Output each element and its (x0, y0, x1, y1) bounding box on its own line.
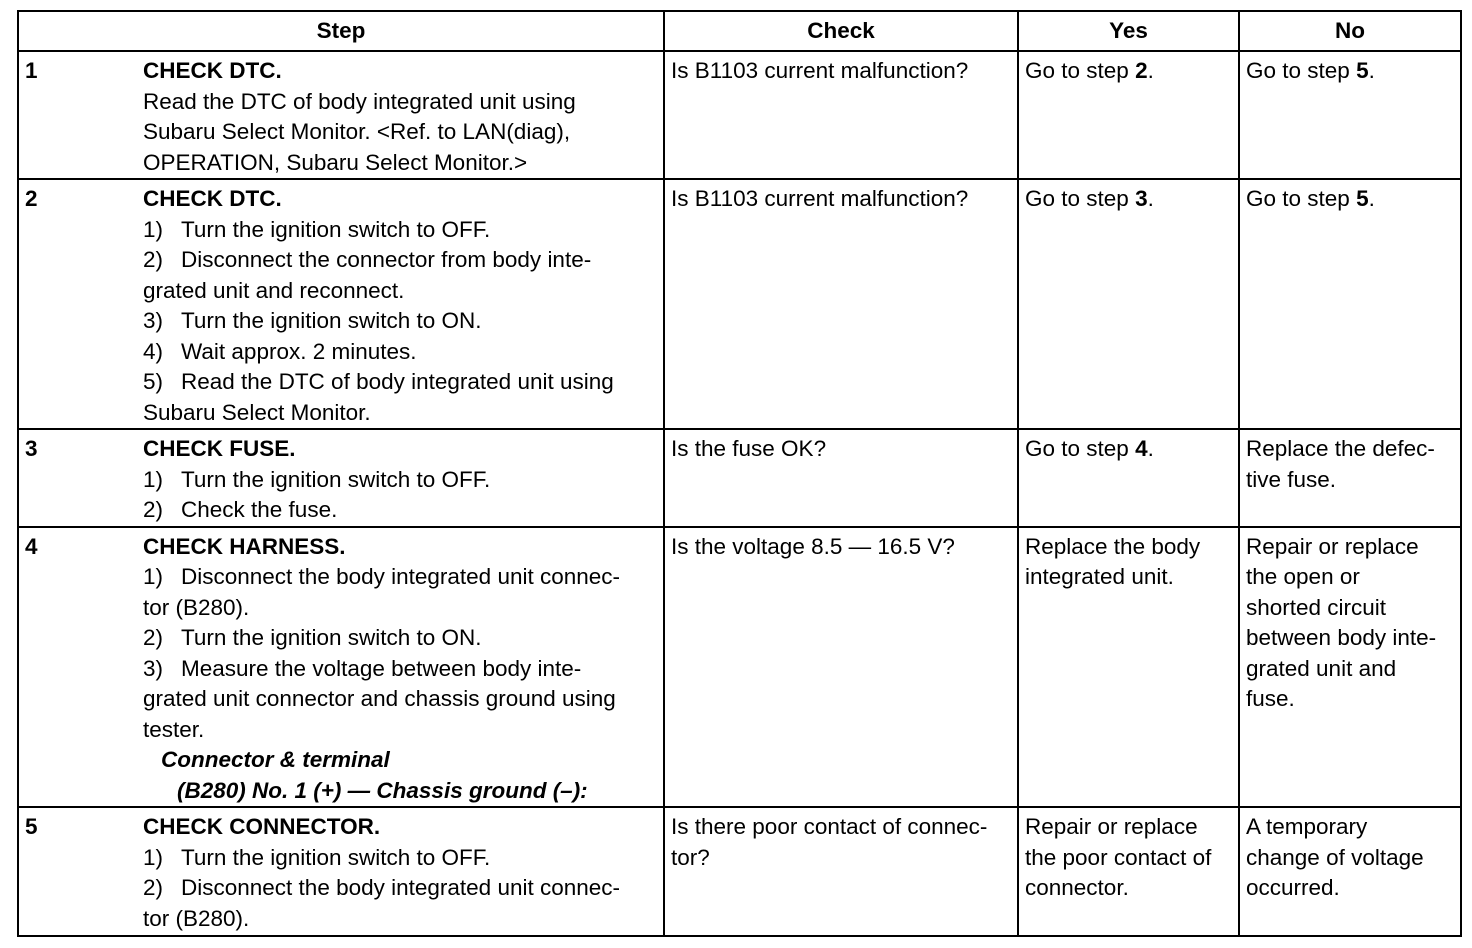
yes-step-ref: 4 (1135, 436, 1148, 461)
yes-suffix: . (1147, 436, 1154, 461)
sub-step-number: 4) (143, 338, 164, 364)
no-suffix: . (1368, 58, 1375, 83)
no-text-line: Replace the defec- (1246, 436, 1435, 461)
yes-cell (1018, 429, 1239, 527)
no-cell (1239, 51, 1461, 179)
no-cell (1239, 179, 1461, 429)
sub-step-number: 3) (143, 655, 164, 681)
yes-step-ref: 3 (1135, 186, 1148, 211)
yes-suffix: . (1147, 58, 1154, 83)
header-row (18, 11, 1461, 51)
sub-step (143, 465, 657, 496)
step-cell (18, 527, 664, 808)
sub-step-text: Turn the ignition switch to OFF. (181, 466, 491, 492)
step-cell (18, 429, 664, 527)
check-cell (664, 429, 1018, 527)
sub-step-text: Disconnect the connector from body inte- (181, 247, 592, 272)
sub-step (143, 843, 657, 874)
yes-text: Go to step (1025, 58, 1136, 83)
sub-step-number: 2) (143, 875, 164, 900)
yes-text: Go to step (1025, 186, 1136, 211)
sub-step-text: Read the DTC of body integrated unit using (181, 369, 614, 394)
step-title: CHECK HARNESS. (143, 533, 346, 559)
connector-label: Connector & terminal (161, 747, 390, 772)
sub-step (143, 337, 657, 368)
sub-step (143, 245, 657, 276)
sub-step-continuation: tor (B280). (143, 594, 250, 620)
no-text-line: grated unit and (1246, 655, 1397, 681)
sub-step-number: 2) (143, 497, 164, 522)
no-step-ref: 5 (1356, 58, 1369, 83)
step-title: CHECK DTC. (143, 186, 282, 211)
step-cell (18, 807, 664, 936)
sub-step-continuation: tester. (143, 716, 205, 742)
no-text: Go to step (1246, 186, 1357, 211)
table-row (18, 807, 1461, 936)
no-cell (1239, 807, 1461, 936)
table-row (18, 51, 1461, 179)
check-text: Is the fuse OK? (671, 436, 827, 461)
sub-step-continuation: tor (B280). (143, 905, 250, 931)
sub-step-number: 1) (143, 564, 164, 589)
check-cell (664, 51, 1018, 179)
sub-step-text: Measure the voltage between body inte- (181, 655, 582, 681)
step-title: CHECK FUSE. (143, 436, 296, 461)
yes-text-line: Repair or replace (1025, 814, 1198, 839)
no-text-line: occurred. (1246, 875, 1340, 900)
connector-value: (B280) No. 1 (+) — Chassis ground (–): (177, 777, 588, 803)
sub-step-text: Disconnect the body integrated unit connec- (181, 875, 621, 900)
no-text-line: fuse. (1246, 686, 1295, 711)
sub-step (143, 495, 657, 526)
sub-step (143, 562, 657, 593)
no-text: Go to step (1246, 58, 1357, 83)
sub-step (143, 623, 657, 654)
step-number: 3 (25, 436, 38, 461)
sub-step-text: Turn the ignition switch to OFF. (181, 844, 491, 870)
sub-step-continuation: grated unit and reconnect. (143, 277, 405, 303)
sub-step-number: 5) (143, 369, 164, 394)
check-text: Is B1103 current malfunction? (671, 186, 969, 211)
sub-step-number: 1) (143, 216, 164, 242)
sub-step-continuation: grated unit connector and chassis ground using (143, 686, 616, 711)
step-title: CHECK DTC. (143, 58, 282, 83)
header-check: Check (664, 11, 1018, 51)
no-text-line: tive fuse. (1246, 466, 1337, 492)
sub-step (143, 367, 657, 398)
table-row (18, 179, 1461, 429)
sub-step (143, 654, 657, 685)
yes-cell (1018, 179, 1239, 429)
step-title: CHECK CONNECTOR. (143, 814, 381, 839)
step-number: 4 (25, 533, 38, 559)
check-cell (664, 527, 1018, 808)
step-number: 5 (25, 814, 38, 839)
check-text-line: Is there poor contact of connec- (671, 814, 988, 839)
no-text-line: change of voltage (1246, 844, 1424, 870)
sub-step-number: 2) (143, 247, 164, 272)
check-text: Is the voltage 8.5 — 16.5 V? (671, 533, 955, 559)
check-text-line: tor? (671, 844, 710, 870)
step-number: 2 (25, 186, 38, 211)
sub-step-number: 2) (143, 625, 164, 650)
yes-cell (1018, 51, 1239, 179)
table-row (18, 429, 1461, 527)
step-number: 1 (25, 58, 38, 83)
yes-cell (1018, 807, 1239, 936)
yes-text-line: Replace the body (1025, 533, 1201, 559)
no-text-line: the open or (1246, 564, 1360, 589)
sub-step-text: Turn the ignition switch to ON. (181, 308, 482, 333)
yes-text: Go to step (1025, 436, 1136, 461)
check-text: Is B1103 current malfunction? (671, 58, 969, 83)
sub-step-number: 1) (143, 844, 164, 870)
sub-step-text: Disconnect the body integrated unit connec- (181, 564, 621, 589)
header-yes: Yes (1018, 11, 1239, 51)
header-step: Step (18, 11, 664, 51)
yes-step-ref: 2 (1135, 58, 1148, 83)
no-text-line: between body inte- (1246, 625, 1437, 650)
step-cell (18, 179, 664, 429)
step-desc-line: OPERATION, Subaru Select Monitor.> (143, 149, 528, 175)
no-text-line: shorted circuit (1246, 594, 1387, 620)
sub-step-text: Wait approx. 2 minutes. (181, 338, 417, 364)
check-cell (664, 179, 1018, 429)
no-step-ref: 5 (1356, 186, 1369, 211)
sub-step-text: Turn the ignition switch to ON. (181, 625, 482, 650)
no-cell (1239, 527, 1461, 808)
table-row (18, 527, 1461, 808)
diagnostic-table (17, 10, 1462, 937)
sub-step (143, 215, 657, 246)
sub-step-number: 1) (143, 466, 164, 492)
header-no: No (1239, 11, 1461, 51)
yes-text-line: integrated unit. (1025, 564, 1174, 589)
sub-step-text: Turn the ignition switch to OFF. (181, 216, 491, 242)
sub-step (143, 873, 657, 904)
no-suffix: . (1368, 186, 1375, 211)
sub-step-continuation: Subaru Select Monitor. (143, 399, 371, 425)
no-cell (1239, 429, 1461, 527)
yes-text-line: the poor contact of (1025, 844, 1212, 870)
step-cell (18, 51, 664, 179)
no-text-line: A temporary (1246, 814, 1368, 839)
step-desc-line: Subaru Select Monitor. <Ref. to LAN(diag), (143, 119, 571, 144)
step-desc-line: Read the DTC of body integrated unit using (143, 88, 576, 114)
yes-suffix: . (1147, 186, 1154, 211)
yes-cell (1018, 527, 1239, 808)
no-text-line: Repair or replace (1246, 533, 1419, 559)
yes-text-line: connector. (1025, 875, 1129, 900)
sub-step-text: Check the fuse. (181, 497, 338, 522)
sub-step (143, 306, 657, 337)
check-cell (664, 807, 1018, 936)
sub-step-number: 3) (143, 308, 164, 333)
